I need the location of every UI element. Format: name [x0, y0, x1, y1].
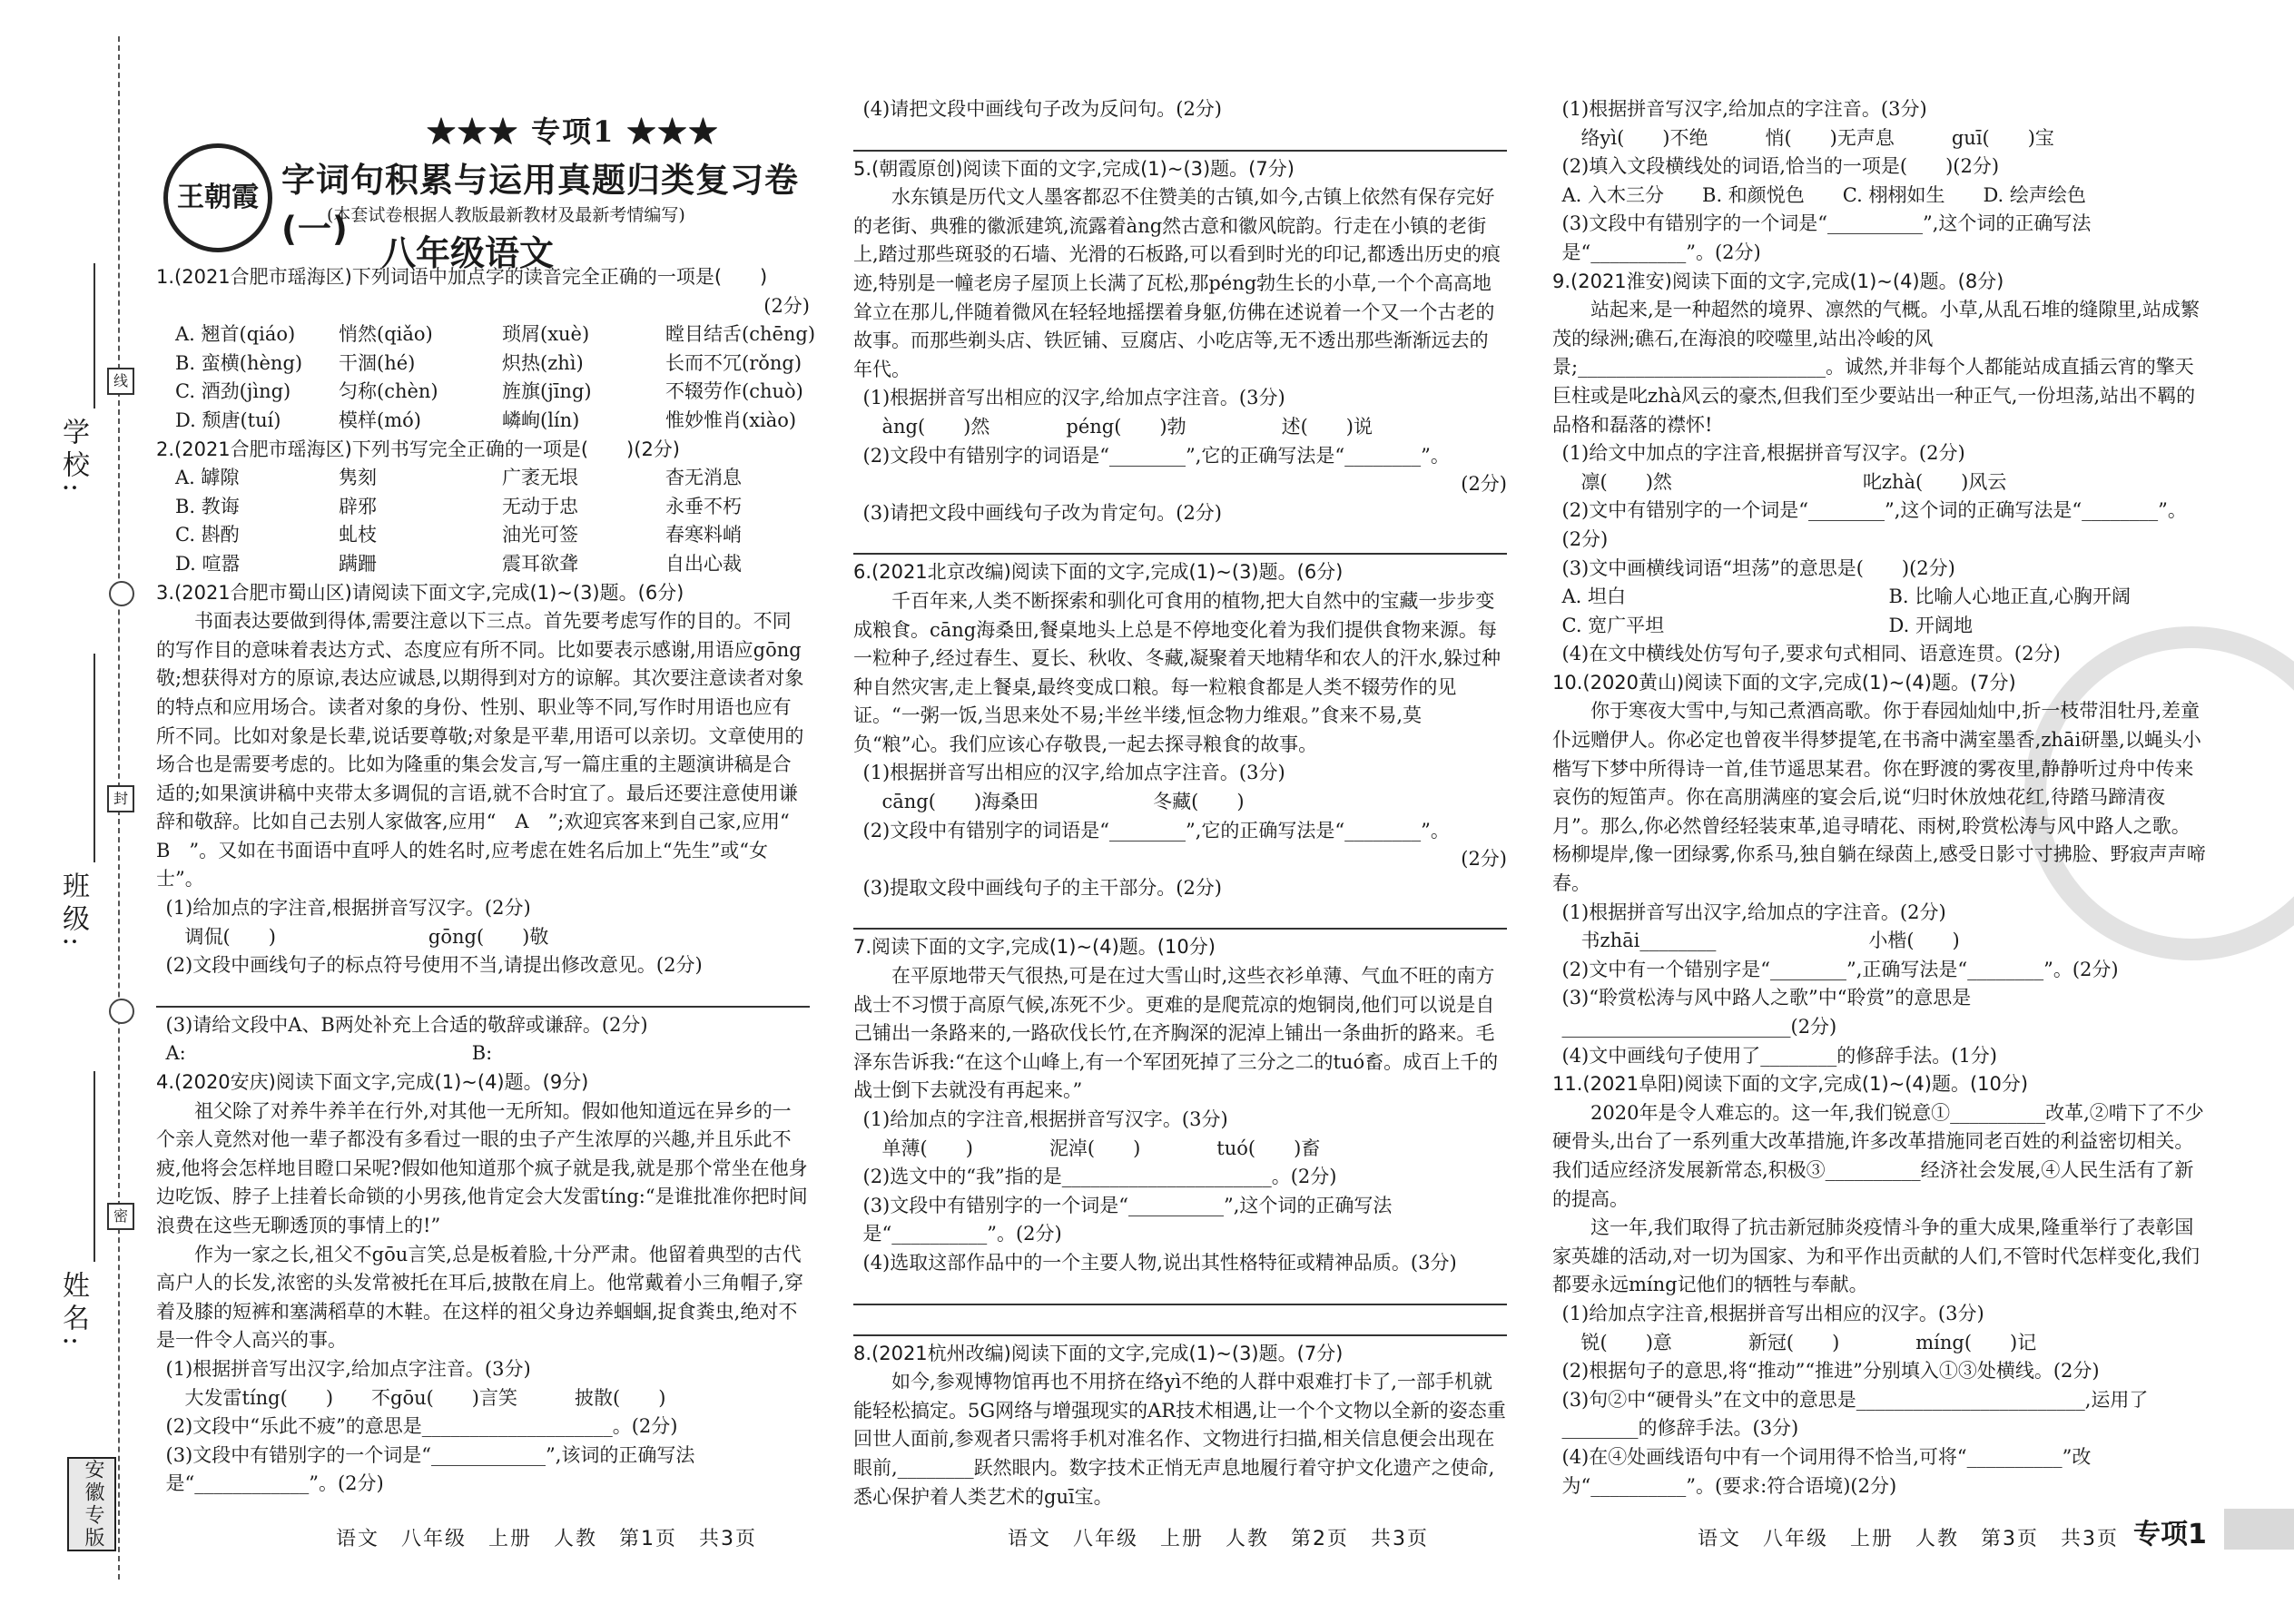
option-word: 长而不冗(rǒng) [665, 351, 802, 374]
q4-sub-3: (3)文段中有错别字的一个词是“____________”,该词的正确写法是“____________”。(2分) [165, 1443, 695, 1495]
q11-passage-1: 2020年是令人难忘的。这一年,我们锐意①__________改革,②啃下了不少硬骨头,出台了一系列重大改革措施,许多改革措施同老百姓的利益密切相关。我们适应经济发展新常态,积极③__________经济社会发展,④人民生活有了新的提高。 [1552, 1101, 2204, 1210]
option-word: 杳无消息 [665, 467, 742, 489]
question-3: 3.(2021合肥市蜀山区)请阅读下面文字,完成(1)~(3)题。(6分) [156, 581, 684, 604]
grade-title: 八年级语文 [381, 233, 555, 273]
q2-options [156, 464, 810, 578]
option[interactable]: D. 颓唐(tuí) [175, 408, 281, 431]
question-11: 11.(2021阜阳)阅读下面的文字,完成(1)~(4)题。(10分) [1552, 1073, 2029, 1096]
option[interactable]: C. 宽广平坦 [1561, 614, 1665, 636]
column-2 [853, 95, 1507, 1511]
option[interactable]: C. 斟酌 [175, 524, 240, 546]
q6-passage: 千百年来,人类不断探索和驯化可食用的植物,把大自然中的宝藏一步步变成粮食。cāng海桑田,餐桌地头上总是不停地变化着为我们提供食物来源。每一粒种子,经过春生、夏长、秋收、冬藏,凝聚着天地精华和农人的汗水,躲过种种自然灾害,走上餐桌,最终变成口粮。每一粒粮食都是人类不辍劳作的见证。“一粥一饭,当思来处不易;半丝半缕,恒念物力维艰。”食来不易,莫负“粮”心。我们应该心存敬畏,一起去探寻粮食的故事。 [853, 589, 1501, 755]
option-word: 炽热(zhì) [502, 351, 584, 374]
q9-sub-1-items: 凛( )然 叱zhà( )风云 [1580, 470, 2007, 493]
option-word: 琐屑(xuè) [502, 323, 590, 346]
q1-score: (2分) [763, 294, 810, 317]
q9-sub-4: (4)在文中横线处仿写句子,要求句式相同、语意连贯。(2分) [1561, 643, 2061, 665]
question-4: 4.(2020安庆)阅读下面文字,完成(1)~(4)题。(9分) [156, 1071, 589, 1094]
q3-sub-1-items: 调侃( ) gōng( )敬 [184, 925, 549, 948]
q4-passage-1: 祖父除了对养牛养羊在行外,对其他一无所知。假如他知道远在异乡的一个亲人竟然对他一辈子都没有多看过一眼的虫子产生浓厚的兴趣,并且乐此不疲,他将会怎样地目瞪口呆呢?假如他知道那个疯子就是我,就是那个常坐在他身边吃饭、脖子上挂着长命锁的小男孩,他肯定会大发雷tíng:“是谁批准你把时间浪费在这些无聊透顶的事情上的!” [156, 1099, 808, 1236]
q9-sub-3-options [1552, 583, 2206, 640]
q4-sub-4: (4)请把文段中画线句子改为反问句。(2分) [862, 98, 1222, 120]
question-8: 8.(2021杭州改编)阅读下面的文字,完成(1)~(3)题。(7分) [853, 1342, 1344, 1364]
question-10: 10.(2020黄山)阅读下面的文字,完成(1)~(4)题。(7分) [1552, 671, 2016, 694]
binding-hole [109, 999, 134, 1024]
q3-sub-2: (2)文段中画线句子的标点符号使用不当,请提出修改意见。(2分) [165, 954, 703, 977]
q6-sub-3: (3)提取文段中画线句子的主干部分。(2分) [862, 876, 1222, 899]
option-word: 干涸(hé) [339, 351, 416, 374]
q11-sub-2: (2)根据句子的意思,将“推动”“推进”分别填入①③处横线。(2分) [1561, 1360, 2100, 1383]
school-label: 学校: [57, 418, 89, 498]
answer-line[interactable] [853, 1309, 1507, 1336]
q4-sub-1: (1)根据拼音写出汉字,给加点字注音。(3分) [165, 1357, 531, 1380]
q11-sub-1: (1)给加点字注音,根据拼音写出相应的汉字。(3分) [1561, 1302, 1984, 1324]
q4-sub-1-items: 大发雷tíng( ) 不gōu( )言笑 披散( ) [184, 1386, 666, 1409]
q5-sub-1-items: àng( )然 péng( )勃 述( )说 [881, 415, 1373, 438]
question-6: 6.(2021北京改编)阅读下面的文字,完成(1)~(3)题。(6分) [853, 561, 1344, 584]
page-footer-3: 语文 八年级 上册 人教 第3页 共3页 [1698, 1528, 2119, 1550]
option-word: 辟邪 [339, 495, 377, 517]
option-word: 油光可签 [502, 524, 578, 546]
option-word: 模样(mó) [339, 408, 421, 431]
question-1: 1.(2021合肥市瑶海区)下列词语中加点字的读音完全正确的一项是( ) [156, 266, 768, 288]
q11-passage-2: 这一年,我们取得了抗击新冠肺炎疫情斗争的重大成果,隆重举行了表彰国家英雄的活动,对一切为国家、为和平作出贡献的人们,不管时代怎样变化,我们都要永远míng记他们的牺牲与奉献。 [1552, 1216, 2200, 1296]
answer-line[interactable] [853, 527, 1507, 555]
paper-subtitle: (本套试卷根据人教版最新教材及最新考情编写) [327, 205, 685, 225]
q11-sub-4: (4)在④处画线语句中有一个词用得不恰当,可将“__________”改为“__________”。(要求:符合语境)(2分) [1561, 1445, 2092, 1497]
q3-passage: 书面表达要做到得体,需要注意以下三点。首先要考虑写作的目的。不同的写作目的意味着表达方式、态度应有所不同。比如要表示感谢,用语应gōng敬;想获得对方的原谅,表达应诚恳,以期得到对方的谅解。其次要注意读者对象的特点和应用场合。读者对象的身份、性别、职业等不同,写作时用语也应有所不同。比如对象是长辈,说话要尊敬;对象是平辈,用语可以亲切。文章使用的场合也是需要考虑的。比如为隆重的集会发言,写一篇庄重的主题演讲稿是合适的;如果演讲稿中夹带太多调侃的言语,就不合时宜了。最后还要注意使用谦辞和敬辞。比如自己去别人家做客,应用“ A ”;欢迎宾客来到自己家,应用“ B ”。又如在书面语中直呼人的姓名时,应考虑在姓名后加上“先生”或“女士”。 [156, 610, 809, 891]
publisher-logo: 王朝霞 [163, 143, 272, 252]
page-footer-2: 语文 八年级 上册 人教 第2页 共3页 [1008, 1528, 1429, 1550]
q7-sub-3: (3)文段中有错别字的一个词是“__________”,这个词的正确写法是“__________”。(2分) [862, 1194, 1393, 1245]
q10-sub-2: (2)文中有一个错别字是“________”,正确写法是“________”。(2分) [1561, 958, 2119, 980]
column-1 [156, 263, 816, 1499]
q9-sub-3: (3)文中画横线词语“坦荡”的意思是( )(2分) [1561, 556, 1955, 579]
q8-passage: 如今,参观博物馆再也不用挤在络yì不绝的人群中艰难打卡了,一部手机就能轻松搞定。5G网络与增强现实的AR技术相遇,让一个个文物以全新的姿态重回世人面前,参观者只需将手机对准名作、文物进行扫描,相关信息便会出现在眼前,________跃然眼内。数字技术正悄无声息地履行着守护文化遗产之使命,悉心保护着人类艺术的guī宝。 [853, 1371, 1506, 1508]
q8-sub-3: (3)文段中有错别字的一个词是“__________”,这个词的正确写法是“__________”。(2分) [1561, 212, 2092, 263]
paper-header [154, 109, 844, 273]
question-2: 2.(2021合肥市瑶海区)下列书写完全正确的一项是( )(2分) [156, 438, 680, 460]
q10-sub-1: (1)根据拼音写出汉字,给加点的字注音。(2分) [1561, 901, 1946, 923]
option-word: 蹒跚 [339, 552, 377, 575]
option[interactable]: B. 比喻人心地正直,心胸开阔 [1888, 586, 2131, 608]
q5-sub-2: (2)文段中有错别字的词语是“________”,它的正确写法是“________”。 [862, 444, 1450, 467]
option[interactable]: A. 罅隙 [175, 467, 240, 489]
q10-sub-4: (4)文中画线句子使用了________的修辞手法。(1分) [1561, 1044, 1997, 1067]
option-word: 自出心裁 [665, 552, 742, 575]
q10-sub-3: (3)“聆赏松涛与风中路人之歌”中“聆赏”的意思是________________________(2分) [1561, 987, 1972, 1038]
q7-sub-1: (1)给加点的字注音,根据拼音写汉字。(3分) [862, 1108, 1228, 1130]
q3-sub-3: (3)请给文段中A、B两处补充上合适的敬辞或谦辞。(2分) [165, 1013, 648, 1036]
q6-sub-2: (2)文段中有错别字的词语是“________”,它的正确写法是“________”。 [862, 819, 1450, 842]
option-word: 春寒料峭 [665, 524, 742, 546]
question-7: 7.阅读下面的文字,完成(1)~(4)题。(10分) [853, 936, 1216, 959]
option-word: 不辍劳作(chuò) [665, 380, 803, 403]
q9-passage: 站起来,是一种超然的境界、凛然的气概。小草,从乱石堆的缝隙里,站成繁茂的绿洲;礁石,在海浪的咬噬里,站出冷峻的风景;__________________________。诚然,并非每个人都能站成直插云宵的擎天巨柱或是叱zhà风云的豪杰,但我们至少要站出一种正气,一份坦荡,站出不羁的品格和磊落的襟怀! [1552, 299, 2200, 436]
option-word: 悄然(qiǎo) [339, 323, 433, 346]
seal-mark-line: 线 [107, 368, 134, 395]
q7-sub-2: (2)选文中的“我”指的是______________________。(2分) [862, 1166, 1337, 1188]
option-word: 虬枝 [339, 524, 377, 546]
q5-sub-2-score: (2分) [1461, 473, 1507, 496]
class-line[interactable] [94, 654, 95, 862]
page-footer-1: 语文 八年级 上册 人教 第1页 共3页 [336, 1528, 757, 1550]
binding-hole [109, 581, 134, 606]
option[interactable]: B. 教诲 [175, 495, 240, 517]
q10-passage: 你于寒夜大雪中,与知己煮酒高歌。你于春园灿灿中,折一枝带泪牡丹,差童仆远赠伊人。你必定也曾夜半得梦提笔,在书斋中满室墨香,zhāi研墨,以蝇头小楷写下梦中所得诗一首,佳节遥思某君。你在野渡的雾夜里,静静听过舟中传来哀伤的短笛声。你在高朋满座的宴会后,说“归时休放烛花红,待踏马蹄清夜月”。那么,你必然曾经轻装束革,追寻晴花、雨树,聆赏松涛与风中路人之歌。杨柳堤岸,像一团绿雾,你系马,独自躺在绿茵上,感受日影寸寸拂脸、野寂声声啼春。 [1552, 700, 2206, 895]
option-word: 永垂不朽 [665, 495, 742, 517]
q4-sub-2: (2)文段中“乐此不疲”的意思是____________________。(2分) [165, 1415, 678, 1438]
q9-sub-1: (1)给文中加点的字注音,根据拼音写汉字。(2分) [1561, 442, 1965, 465]
option-word: 匀称(chèn) [339, 380, 438, 403]
q3-sub-1: (1)给加点的字注音,根据拼音写汉字。(2分) [165, 897, 531, 920]
seal-mark-secret: 密 [107, 1203, 134, 1230]
option-word: 旌旗(jīng) [502, 380, 592, 403]
q8-sub-2: (2)填入文段横线处的词语,恰当的一项是( )(2分) [1561, 155, 2000, 178]
paper-title: 字词句积累与运用真题归类复习卷(一) [281, 161, 799, 249]
province-tag: 安徽专版 [67, 1457, 116, 1551]
q8-sub-2-options[interactable]: A. 入木三分 B. 和颜悦色 C. 栩栩如生 D. 绘声绘色 [1561, 183, 2086, 206]
class-label: 班级: [57, 871, 89, 952]
seal-mark-seal: 封 [107, 785, 134, 812]
q7-passage: 在平原地带天气很热,可是在过大雪山时,这些衣衫单薄、气血不旺的南方战士不习惯于高原气候,冻死不少。更难的是爬荒凉的炮铜岗,他们可以说是自己铺出一条路来的,一路砍伐长竹,在齐胸深的泥淖上铺出一条曲折的路来。毛泽东告诉我:“在这个山峰上,有一个军团死掉了三分之二的tuó畜。成百上千的战士倒下去就没有再起来。” [853, 965, 1499, 1102]
option-word: 惟妙惟肖(xiào) [665, 408, 797, 431]
name-line[interactable] [94, 1071, 95, 1262]
q9-sub-2: (2)文中有错别字的一个词是“________”,这个词的正确写法是“________”。(2分) [1561, 499, 2187, 550]
q5-sub-1: (1)根据拼音写出相应的汉字,给加点字注音。(3分) [862, 387, 1285, 409]
q11-sub-1-items: 锐( )意 新冠( ) míng( )记 [1580, 1331, 2037, 1353]
school-line[interactable] [94, 263, 95, 408]
option-word: 无动于忠 [502, 495, 578, 517]
binding-margin [0, 0, 145, 1624]
section-label: ★★★ 专项1 ★★★ [427, 114, 720, 149]
q6-sub-1-items: cāng( )海桑田 冬藏( ) [881, 791, 1245, 813]
option-word: 嶙峋(lín) [502, 408, 580, 431]
answer-line[interactable] [853, 124, 1507, 152]
q11-sub-3: (3)句②中“硬骨头”在文中的意思是________________________,运用了________的修辞手法。(3分) [1561, 1388, 2149, 1440]
q7-sub-4: (4)选取这部作品中的一个主要人物,说出其性格特征或精神品质。(3分) [862, 1251, 1457, 1274]
name-label: 姓名: [57, 1271, 89, 1352]
q8-sub-1-items: 络yì( )不绝 悄( )无声息 guī( )宝 [1580, 126, 2054, 149]
column-3 [1552, 95, 2206, 1501]
answer-line[interactable] [156, 980, 810, 1008]
option-word: 隽刻 [339, 467, 377, 489]
option[interactable]: C. 酒劲(jìng) [175, 380, 291, 403]
answer-line[interactable] [853, 902, 1507, 930]
q8-sub-1: (1)根据拼音写汉字,给加点的字注音。(3分) [1561, 98, 1927, 120]
q5-sub-3: (3)请把文段中画线句子改为肯定句。(2分) [862, 501, 1222, 524]
option[interactable]: A. 坦白 [1561, 586, 1627, 608]
option-word: 瞠目结舌(chēng) [665, 323, 816, 346]
option-word: 震耳欲聋 [502, 552, 578, 575]
option[interactable]: A. 翘首(qiáo) [175, 323, 296, 346]
q7-sub-1-items: 单薄( ) 泥淖( ) tuó( )畜 [881, 1137, 1321, 1159]
q6-sub-1: (1)根据拼音写出相应的汉字,给加点字注音。(3分) [862, 762, 1285, 784]
option[interactable]: B. 蛮横(hèng) [175, 351, 303, 374]
section-corner-label: 专项1 [2133, 1519, 2207, 1550]
q6-sub-2-score: (2分) [1461, 848, 1507, 871]
q3-sub-3-blanks[interactable]: A: B: [165, 1042, 493, 1065]
question-5: 5.(朝霞原创)阅读下面的文字,完成(1)~(3)题。(7分) [853, 157, 1295, 180]
q5-passage: 水东镇是历代文人墨客都忍不住赞美的古镇,如今,古镇上依然有保存完好的老街、典雅的徽派建筑,流露着àng然古意和徽风皖韵。行走在小镇的老街上,踏过那些斑驳的石墙、光滑的石板路,可以看到时光的印记,都透出历史的痕迹,特别是一幢老房子屋顶上长满了瓦松,那péng勃生长的小草,一个个高高地耸立在那儿,伴随着微风在轻轻地摇摆着身躯,仿佛在述说着一个又一个古老的故事。而那些剃头店、铁匠铺、豆腐店、小吃店等,无不透出那些渐渐远去的年代。 [853, 186, 1501, 380]
question-9: 9.(2021淮安)阅读下面的文字,完成(1)~(4)题。(8分) [1552, 270, 2004, 292]
option[interactable]: D. 开阔地 [1888, 614, 1973, 636]
option-word: 广袤无垠 [502, 467, 578, 489]
q4-passage-2: 作为一家之长,祖父不gōu言笑,总是板着脸,十分严肃。他留着典型的古代高户人的长发,浓密的头发常被托在耳后,披散在肩上。他常戴着小三角帽子,穿着及膝的短裤和塞满稻草的木鞋。在这样的祖父身边养蝈蝈,捉食粪虫,绝对不是一件令人高兴的事。 [156, 1243, 804, 1352]
answer-line[interactable] [853, 1278, 1507, 1305]
option[interactable]: D. 喧嚣 [175, 552, 241, 575]
q1-options [156, 320, 816, 435]
corner-bar [2224, 1509, 2294, 1550]
q10-sub-1-items: 书zhāi________ 小楷( ) [1580, 930, 1960, 952]
